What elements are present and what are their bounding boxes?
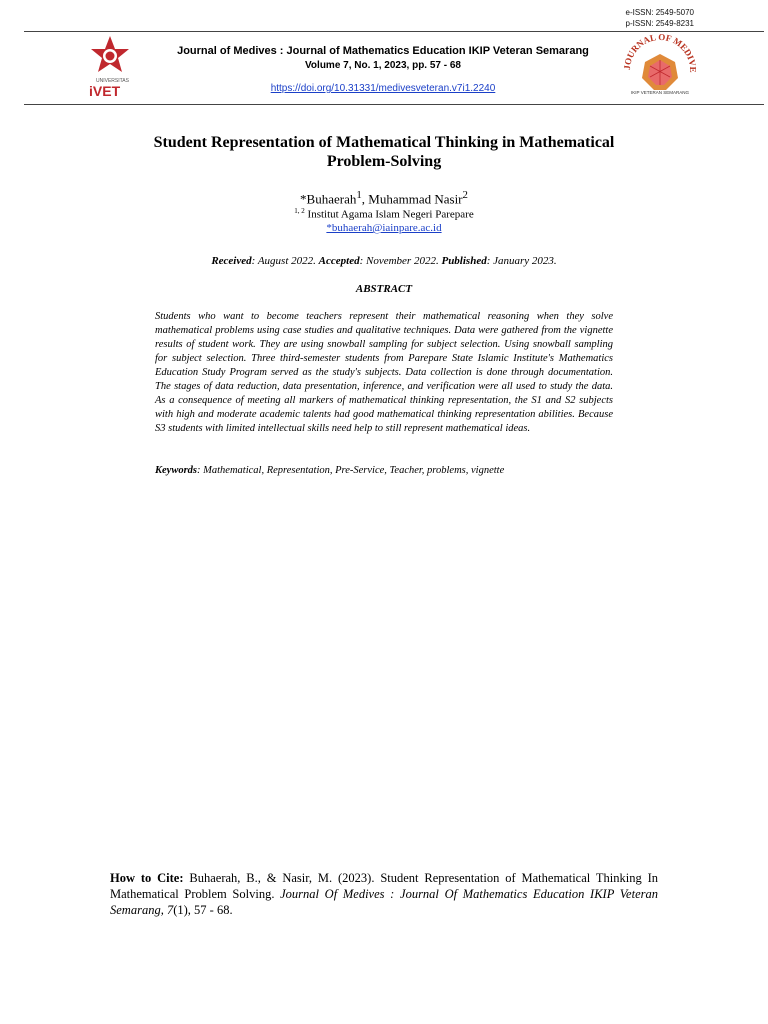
journal-name: Journal of Medives : Journal of Mathematics Education IKIP Veteran Semarang [177,45,589,57]
journal-header [140,44,626,96]
title-line-1: Student Representation of Mathematical Thinking in Mathematical [153,134,615,151]
affiliation [110,207,658,221]
author-2-sup: 2 [462,189,468,201]
cite-label: How to Cite: [110,871,184,885]
journal-volume: Volume 7, No. 1, 2023, pp. 57 - 68 [305,60,461,71]
medives-logo [620,34,700,102]
accepted-date: : November 2022. [359,255,442,267]
author-1-sup: 1 [356,189,362,201]
article-dates [110,255,658,267]
author-1: *Buhaerah [300,191,357,207]
abstract-body: Students who want to become teachers represent their mathematical reasoning when they solve mathematical problems using case studies and qualitative techniques. Data were gathered from the vignette results of student work. They are using snowball sampling for subject selection. Using snowball sampling for subject selection. Three third-semester students from Parepare State Islamic Institute's Mathematics Education Study Program served as the study's subjects. Data collection is done through documentation. The stages of data reduction, data presentation, inference, and verification were all used to study the data. As a consequence of meeting all markers of mathematical thinking representation, the S1 and S2 subjects with high and moderate academic talents had good mathematical thinking representation abilities. Because S3 students with limited intellectual skills need help to still represent mathematical ideas. [155,311,613,434]
received-label: Received [211,255,252,267]
cite-journal: Journal Of Medives : Journal Of Mathematics Education IKIP Veteran Semarang, 7 [110,887,658,917]
accepted-label: Accepted [318,255,360,267]
email [110,222,658,234]
article-title [110,133,658,171]
ivet-logo [84,34,136,98]
cite-text: Buhaerah, B., & Nasir, M. (2023). Student Representation of Mathematical Thinking In Mathematical Problem Solving. [110,871,658,901]
received-date: : August 2022. [251,255,319,267]
how-to-cite [110,870,658,918]
affiliation-text: Institut Agama Islam Negeri Parepare [304,208,474,221]
keywords [155,465,613,476]
keywords-text: : Mathematical, Representation, Pre-Service, Teacher, problems, vignette [197,465,505,476]
email-link[interactable]: *buhaerah@iainpare.ac.id [326,222,442,234]
header-top-rule [24,31,764,32]
author-separator: , [361,191,369,207]
published-label: Published [441,255,487,267]
ivet-logo-small-text: UNIVERSITAS [96,78,129,84]
abstract-heading: ABSTRACT [355,283,413,295]
doi-link[interactable]: https://doi.org/10.31331/medivesveteran.v7i1.2240 [270,83,496,94]
pissn: p-ISSN: 2549-8231 [625,19,694,28]
title-line-2: Problem-Solving [326,153,442,170]
medives-logo-small-text: IKIP VETERAN SEMARANG [631,90,689,95]
header-bottom-rule [24,104,764,105]
issn-block [626,7,695,29]
published-date: : January 2023. [486,255,557,267]
author-2: Muhammad Nasir [368,191,463,207]
medives-logo-text: JOURNAL OF MEDIVE [621,34,699,73]
authors [110,189,658,207]
cite-end: (1), 57 - 68. [173,903,233,917]
ivet-logo-text: iVET [89,83,121,99]
keywords-label: Keywords [155,465,197,476]
eissn: e-ISSN: 2549-5070 [625,8,694,17]
affiliation-sup: 1, 2 [294,207,305,215]
